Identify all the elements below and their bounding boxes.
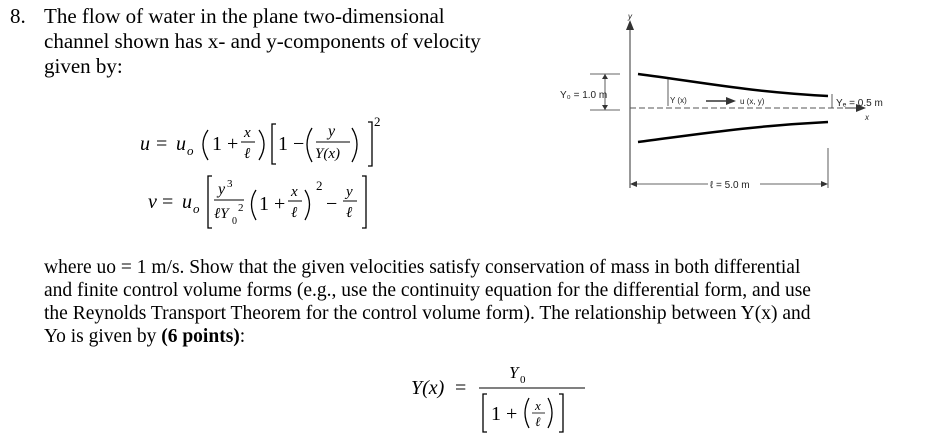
u-label: u (x, y) bbox=[740, 97, 765, 106]
svg-text:u: u bbox=[176, 133, 186, 155]
svg-text:v: v bbox=[148, 191, 157, 213]
intro-line: channel shown has x- and y-components of velocity bbox=[44, 29, 481, 53]
body-line: Yo is given by bbox=[44, 326, 162, 347]
intro-line: given by: bbox=[44, 54, 123, 78]
svg-text:u: u bbox=[140, 133, 150, 155]
length-label: ℓ = 5.0 m bbox=[710, 180, 750, 191]
y0-label: Y₀ = 1.0 m bbox=[560, 90, 608, 101]
svg-text:0: 0 bbox=[520, 374, 526, 386]
svg-text:ℓ: ℓ bbox=[535, 414, 541, 429]
body-line: and finite control volume forms (e.g., use the continuity equation for the differential form, and use bbox=[44, 280, 811, 301]
svg-text:2: 2 bbox=[316, 178, 323, 193]
upper-wall bbox=[638, 74, 828, 96]
svg-text:o: o bbox=[187, 143, 194, 158]
svg-text:1 +: 1 + bbox=[259, 193, 286, 215]
svg-text:=: = bbox=[455, 377, 467, 399]
svg-text:2: 2 bbox=[238, 202, 244, 214]
svg-text:1 +: 1 + bbox=[491, 403, 518, 425]
points-suffix: : bbox=[239, 326, 246, 347]
svg-text:−: − bbox=[326, 193, 338, 215]
v-equation bbox=[148, 176, 366, 228]
svg-text:3: 3 bbox=[227, 178, 233, 190]
svg-text:x: x bbox=[291, 184, 298, 200]
svg-text:o: o bbox=[193, 201, 200, 216]
svg-text:u: u bbox=[182, 191, 192, 213]
yx-equation bbox=[405, 356, 605, 436]
svg-text:y: y bbox=[218, 181, 226, 198]
svg-text:Y: Y bbox=[509, 363, 519, 382]
velocity-equations bbox=[140, 100, 460, 240]
problem-intro bbox=[44, 4, 481, 79]
channel-figure bbox=[560, 8, 930, 198]
lower-wall bbox=[638, 122, 828, 142]
svg-text:y: y bbox=[328, 123, 336, 140]
svg-text:=: = bbox=[156, 133, 168, 155]
svg-text:ℓY: ℓY bbox=[214, 206, 229, 222]
svg-text:Y(x): Y(x) bbox=[411, 377, 445, 399]
body-line: where uo = 1 m/s. Show that the given velocities satisfy conservation of mass in both differential bbox=[44, 257, 801, 278]
svg-text:Y(x): Y(x) bbox=[315, 146, 340, 162]
svg-text:2: 2 bbox=[374, 114, 381, 129]
ye-label: Yₑ = 0.5 m bbox=[836, 98, 883, 109]
u-equation bbox=[140, 114, 381, 166]
y-axis-label: y bbox=[628, 12, 632, 21]
svg-text:ℓ: ℓ bbox=[244, 146, 251, 162]
yx-label: Y (x) bbox=[670, 96, 687, 105]
body-line: the Reynolds Transport Theorem for the control volume form). The relationship between Y(x) and bbox=[44, 303, 811, 324]
y-axis-arrow bbox=[626, 20, 634, 30]
svg-text:ℓ: ℓ bbox=[291, 205, 298, 221]
x-axis-label: x bbox=[865, 113, 869, 122]
svg-text:x: x bbox=[244, 125, 251, 141]
svg-text:1 −: 1 − bbox=[278, 133, 305, 155]
svg-text:1 +: 1 + bbox=[212, 133, 239, 155]
svg-text:=: = bbox=[162, 191, 174, 213]
body-line-last bbox=[44, 325, 811, 348]
svg-text:y: y bbox=[346, 184, 353, 200]
svg-text:0: 0 bbox=[232, 216, 237, 227]
problem-body bbox=[44, 256, 811, 348]
points-label: (6 points) bbox=[161, 326, 240, 347]
svg-text:ℓ: ℓ bbox=[346, 205, 353, 221]
svg-text:x: x bbox=[535, 398, 541, 413]
intro-line: The flow of water in the plane two-dimensional bbox=[44, 4, 445, 28]
problem-number: 8. bbox=[10, 4, 26, 28]
